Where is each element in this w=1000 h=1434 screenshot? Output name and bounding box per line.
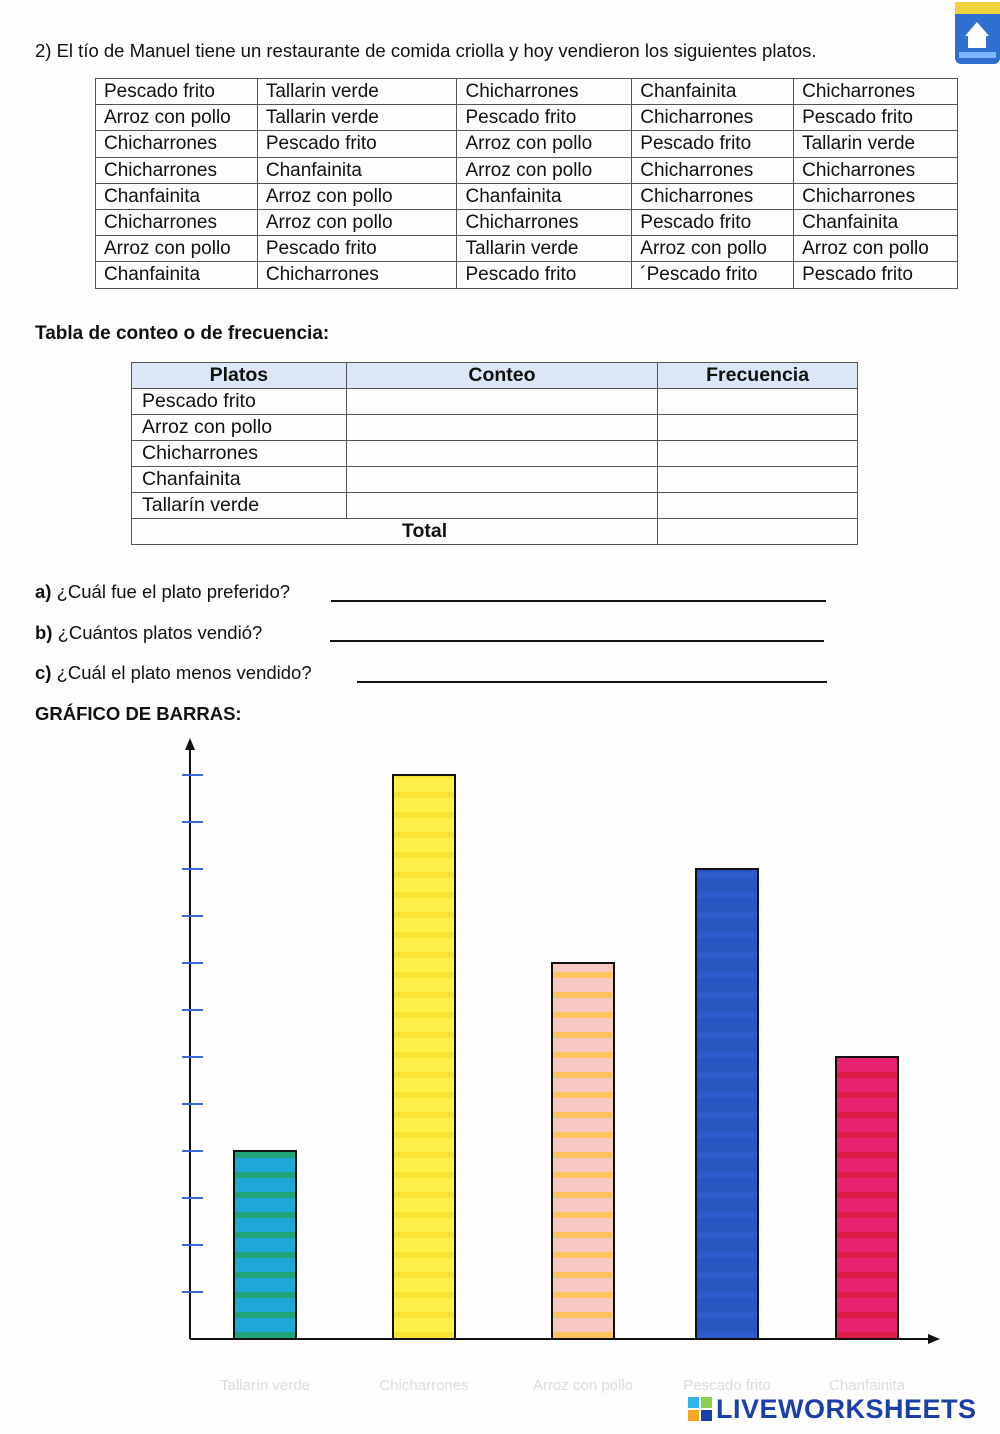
dish-cell: Pescado frito — [457, 262, 632, 288]
bar-3 — [696, 869, 758, 1339]
chart-heading: GRÁFICO DE BARRAS: — [35, 703, 242, 724]
dish-cell: ´Pescado frito — [632, 262, 794, 288]
x-tick-label: Tallarín verde — [219, 1377, 311, 1394]
question-c: c) ¿Cuál el plato menos vendido? — [35, 662, 312, 683]
x-axis-arrow — [928, 1334, 940, 1344]
dish-cell: Tallarin verde — [794, 131, 958, 157]
dish-cell: Pescado frito — [794, 105, 958, 131]
dish-cell: Chicharrones — [794, 183, 958, 209]
frequency-heading: Tabla de conteo o de frecuencia: — [35, 323, 330, 344]
dish-cell: Arroz con pollo — [632, 236, 794, 262]
dish-cell: Pescado frito — [632, 209, 794, 235]
dish-cell: Chicharrones — [96, 157, 258, 183]
dish-cell: Chicharrones — [632, 157, 794, 183]
dish-name: Tallarín verde — [132, 493, 347, 519]
dish-cell: Chanfainita — [794, 209, 958, 235]
dish-cell: Chanfainita — [96, 262, 258, 288]
dish-cell: Tallarin verde — [457, 236, 632, 262]
dish-cell: Chicharrones — [457, 209, 632, 235]
dish-name: Arroz con pollo — [132, 415, 347, 441]
bar-1 — [393, 775, 455, 1339]
question-a: a) ¿Cuál fue el plato preferido? — [35, 581, 291, 602]
dish-cell: Tallarin verde — [257, 79, 457, 105]
dish-cell: Pescado frito — [96, 79, 258, 105]
dish-cell: Pescado frito — [257, 236, 457, 262]
dish-cell: Pescado frito — [257, 131, 457, 157]
dish-cell: Chicharrones — [257, 262, 457, 288]
dish-cell: Arroz con pollo — [457, 131, 632, 157]
x-tick-label: Arroz con pollo — [532, 1377, 634, 1394]
dish-cell: Chanfainita — [257, 157, 457, 183]
dish-cell: Arroz con pollo — [96, 105, 258, 131]
dish-cell: Chanfainita — [632, 79, 794, 105]
question-title: 2) El tío de Manuel tiene un restaurante de comida criolla y hoy vendieron los siguientes platos. — [35, 40, 817, 61]
dish-cell: Pescado frito — [457, 105, 632, 131]
dish-cell: Arroz con pollo — [257, 183, 457, 209]
y-axis-arrow — [185, 738, 195, 750]
liveworksheets-watermark: LIVEWORKSHEETS — [688, 1394, 977, 1425]
dish-cell: Arroz con pollo — [794, 236, 958, 262]
dish-cell: Chanfainita — [457, 183, 632, 209]
dish-cell: Chicharrones — [96, 131, 258, 157]
dish-name: Chanfainita — [132, 467, 347, 493]
header-conteo: Conteo — [346, 363, 657, 389]
header-frecuencia: Frecuencia — [658, 363, 858, 389]
bar-0 — [234, 1151, 296, 1339]
dish-cell: Chicharrones — [632, 183, 794, 209]
liveworksheets-logo-icon — [688, 1397, 712, 1421]
dish-cell: Pescado frito — [794, 262, 958, 288]
question-b: b) ¿Cuántos platos vendió? — [35, 622, 263, 643]
bar-2 — [552, 963, 614, 1339]
dish-cell: Arroz con pollo — [96, 236, 258, 262]
dish-cell: Pescado frito — [632, 131, 794, 157]
x-tick-label: Chicharrones — [379, 1377, 469, 1394]
header-platos: Platos — [132, 363, 347, 389]
dish-cell: Chicharrones — [794, 79, 958, 105]
dish-cell: Chicharrones — [794, 157, 958, 183]
dish-cell: Chanfainita — [96, 183, 258, 209]
dish-cell: Arroz con pollo — [257, 209, 457, 235]
dish-cell: Chicharrones — [96, 209, 258, 235]
dish-name: Pescado frito — [132, 389, 347, 415]
total-label: Total — [132, 519, 658, 545]
dish-cell: Chicharrones — [632, 105, 794, 131]
dish-cell: Chicharrones — [457, 79, 632, 105]
x-tick-label: Chanfainita — [829, 1377, 905, 1394]
dish-cell: Tallarin verde — [257, 105, 457, 131]
x-tick-label: Pescado frito — [683, 1377, 771, 1394]
bar-4 — [836, 1057, 898, 1339]
dish-name: Chicharrones — [132, 441, 347, 467]
dish-cell: Arroz con pollo — [457, 157, 632, 183]
